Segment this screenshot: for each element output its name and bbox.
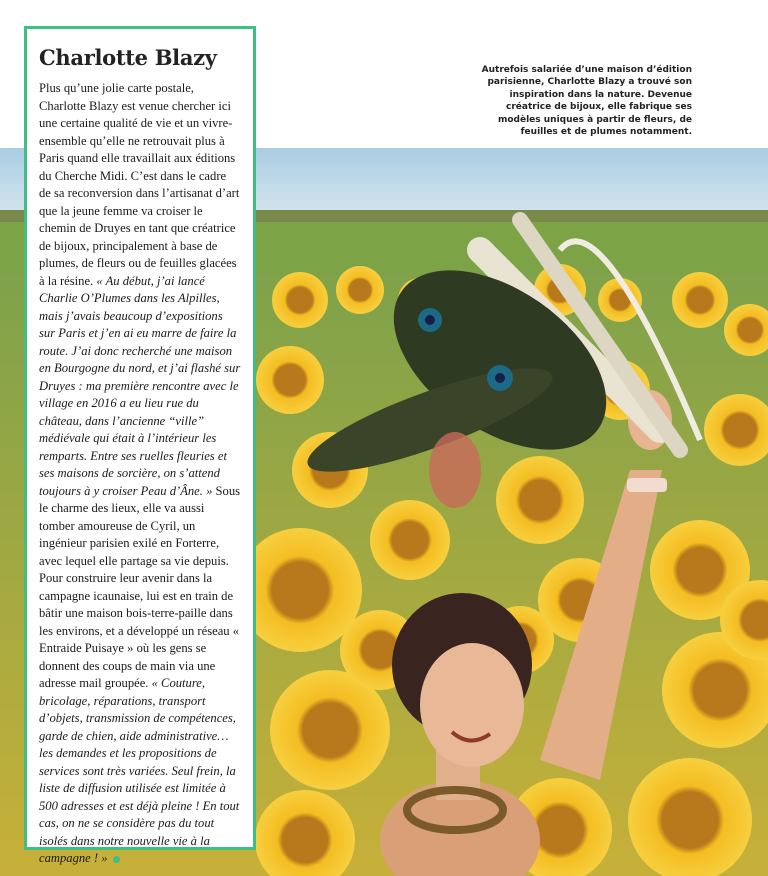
sunflower <box>256 346 324 414</box>
end-mark-dot <box>113 856 120 863</box>
quote-druyes: « Au début, j’ai lancé Charlie O’Plumes dans les Alpilles, mais j’avais beaucoup d’expositions sur Paris et j’en ai eu marre de faire la route. J’ai donc recherché une maison en Bourgogne du nord, et j’ai flashé sur Druyes : ma première rencontre avec le village en 2016 a eu lieu rue du château, dans l’ancienne “ville” médiévale qui était à l’intérieur les remparts. Entre ses ruelles fleuries et ses maisons de sorcière, on s’attend toujours à y croiser Peau d’Âne. » <box>39 273 241 498</box>
quote-entraide: « Couture, bricolage, réparations, transport d’objets, transmission de compétences, garde de chien, aide administrative… les demandes et les propositions de services sont très variées. Seul frein, la liste de diffusion utilisée est limitée à 500 adresses et est déjà pleine ! En tout cas, on ne se considère pas du tout isolés dans notre nouvelle vie à la campagne ! » <box>39 676 240 865</box>
sunflower <box>238 528 362 652</box>
article-box <box>24 26 256 865</box>
sunflower <box>496 456 584 544</box>
article-title: Charlotte Blazy <box>39 45 217 70</box>
woman-face <box>420 643 524 767</box>
photo-caption: Autrefois salariée d’une maison d’édition parisienne, Charlotte Blazy a trouvé son inspiration dans la nature. Devenue créatrice de bijoux, elle fabrique ses modèles uniques à partir de fleurs, de feuilles et de plumes notamment. <box>481 65 692 138</box>
peacock-eye-1-core <box>425 315 435 325</box>
sunflower <box>370 500 450 580</box>
paragraph-intro: Plus qu’une jolie carte postale, Charlotte Blazy est venue chercher ici une certaine qualité de vie et un vivre-ensemble qu’elle ne retrouvait plus à Paris quand elle travaillait aux éditions du Cherche Midi. C’est dans le cadre de sa reconversion dans l’artisanat d’art que la jeune femme va croiser le chemin de Druyes en tant que créatrice de bijoux, principalement à base de plumes, de fleurs ou de feuilles glacées à la résine. <box>39 81 240 288</box>
paragraph-cyril: Sous le charme des lieux, elle va aussi tomber amoureuse de Cyril, un ingénieur parisien exilé en Forterre, avec lequel elle partage sa vie depuis. Pour construire leur avenir dans la campagne icaunaise, lui est en train de bâtir une maison bois-terre-paille dans les environs, et a développé un réseau « Entraide Puisaye » où les gens se donnent des coups de main via une adresse mail groupée. <box>39 483 241 690</box>
sunflower <box>272 272 328 328</box>
article-body <box>39 80 241 868</box>
peacock-eye-2-core <box>495 373 505 383</box>
pink-flowers <box>429 432 481 508</box>
sunflower <box>336 266 384 314</box>
watch <box>627 478 667 492</box>
sunflower <box>672 272 728 328</box>
